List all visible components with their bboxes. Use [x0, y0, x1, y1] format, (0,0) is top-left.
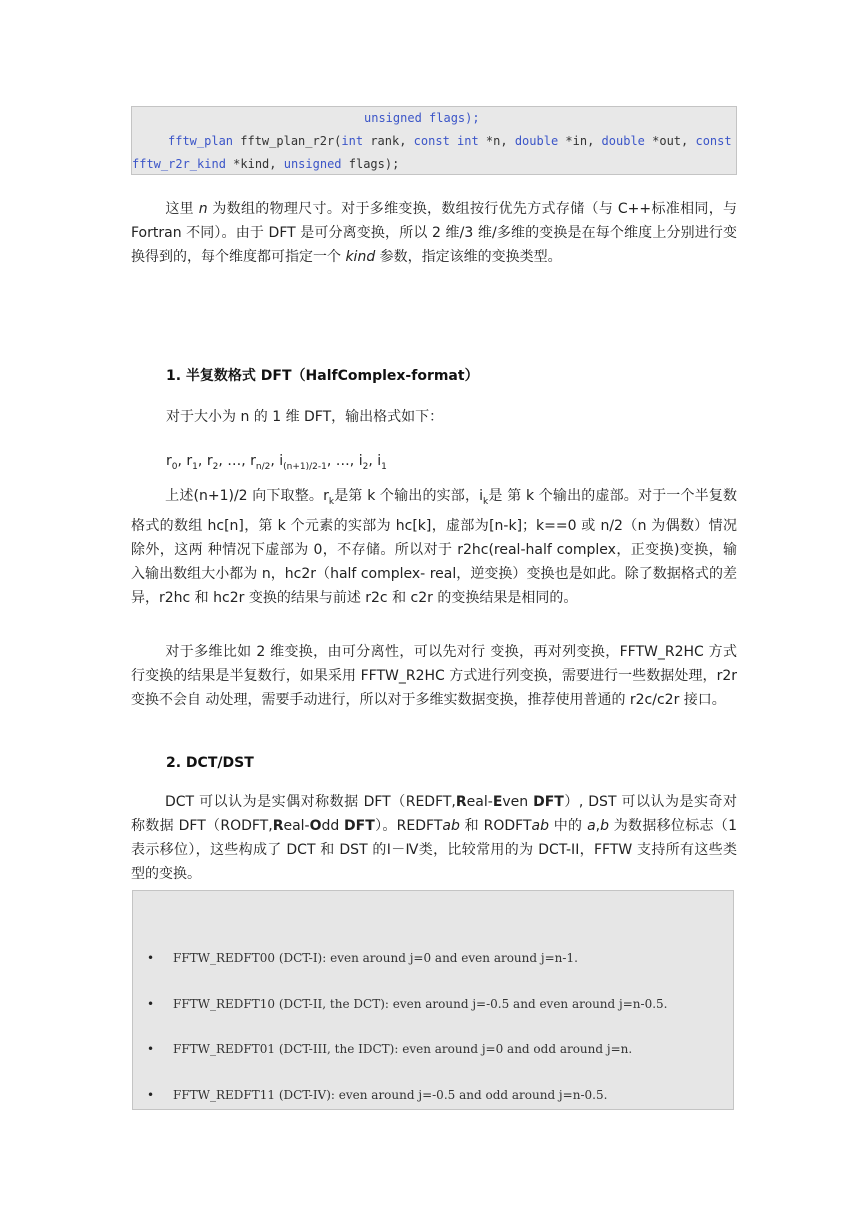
- text: 为数组的物理尺寸。对于多维变换，数组按行优先方式存储（与 C++标准相同，与 Fortran 不同）。由于 DFT 是可分离变换，所以 2 维/3 维/多维的变换是在每个维度上分别进行变换得到的，每个维度都可指定一个: [131, 201, 738, 265]
- text-italic: ab: [531, 818, 549, 834]
- bullet-icon: •: [147, 1088, 155, 1102]
- text-bold: DFT: [344, 818, 375, 834]
- list-item: [147, 1042, 632, 1056]
- code-text: rank,: [363, 134, 414, 148]
- text: 是 第 k 个输出的虚部。对于一个半复数格式的数组 hc[n]，第 k 个元素的实部为 hc[k]，虚部为[n-k]；k==0 或 n/2（n 为偶数）情况除外，这两 种情况下虚部为 0，不存储。所以对于 r2hc(real-half complex，正变换)变换，输入输出数组大小都为 n，hc2r（half complex- real，逆变换）变换也是如此。除了数据格式的差异，r2hc 和 hc2r 变换的结果与前述 r2c 和 c2r 的变换结果是相同的。: [131, 488, 737, 606]
- section-heading-halfcomplex: 1. 半复数格式 DFT（HalfComplex-format）: [166, 368, 479, 384]
- text-bold: R: [272, 818, 284, 834]
- section-intro: 对于大小为 n 的 1 维 DFT，输出格式如下：: [166, 409, 444, 425]
- code-keyword: double: [601, 134, 645, 148]
- text-bold: O: [309, 818, 322, 834]
- text: ,: [595, 818, 601, 834]
- code-keyword: unsigned: [283, 157, 342, 171]
- code-line-2: [168, 130, 732, 153]
- text: 中的: [548, 818, 588, 834]
- bullet-icon: •: [147, 951, 155, 965]
- list-item-text: FFTW_REDFT11 (DCT-IV): even around j=-0.5 and odd around j=n-0.5.: [173, 1088, 608, 1102]
- code-keyword: double: [514, 134, 559, 148]
- text: 这里: [165, 201, 199, 217]
- text: ）。REDFT: [374, 818, 443, 834]
- code-text: flags);: [341, 157, 400, 171]
- code-block-bullets: [132, 890, 734, 1110]
- code-line-1: [364, 107, 480, 130]
- code-text: fftw_plan_r2r(: [233, 134, 342, 148]
- paragraph-dct-dst: [131, 790, 737, 886]
- text: DCT 可以认为是实偶对称数据 DFT（REDFT,: [165, 794, 456, 810]
- text-italic: kind: [345, 249, 376, 265]
- output-format-sequence: $r_0$, $r_1$, $r_2$, …, $r_{n/2}$, $i_{(n+1)/2-1}$, …, $i_2$, $i_1$: [166, 453, 387, 472]
- text-bold: R: [455, 794, 467, 810]
- text: eal-: [466, 794, 493, 810]
- text-italic: b: [600, 818, 609, 834]
- text: 对于多维比如 2 维变换，由可分离性，可以先对行 变换，再对列变换，FFTW_R2HC 方式行变换的结果是半复数行，如果采用 FFTW_R2HC 方式进行列变换，需要进行一些数据处理，r2r 变换不会自 动处理，需要手动进行，所以对于多维实数据变换，推荐使用普通的 r2c/c2r 接口。: [131, 644, 737, 708]
- text: 为数据移位标志（1 表示移位），这些构成了 DCT 和 DST 的Ⅰ－Ⅳ类，比较常用的为 DCT-II，FFTW 支持所有这些类型的变换。: [131, 818, 737, 882]
- text: eal-: [283, 818, 310, 834]
- code-keyword: int: [341, 134, 364, 148]
- text-sub: k: [328, 496, 335, 507]
- code-text: *kind,: [225, 157, 284, 171]
- text: 参数，指定该维的变换类型。: [375, 249, 562, 265]
- text-bold: DFT: [533, 794, 564, 810]
- list-item: [147, 1088, 607, 1102]
- text-italic: a: [587, 818, 596, 834]
- list-item: [147, 951, 578, 965]
- text-italic: ab: [442, 818, 460, 834]
- code-text: *n,: [478, 134, 515, 148]
- text: ）, DST 可以认为是实奇对称数据 DFT（RODFT,: [131, 794, 737, 834]
- text-bold: E: [492, 794, 503, 810]
- list-item-text: FFTW_REDFT00 (DCT-I): even around j=0 and even around j=n-1.: [173, 951, 578, 965]
- paragraph-multidim: [131, 640, 737, 712]
- code-line-3: [132, 153, 399, 176]
- text: 上述(n+1)/2 向下取整。r: [165, 488, 329, 504]
- text-italic: n: [198, 201, 208, 217]
- list-item-text: FFTW_REDFT01 (DCT-III, the IDCT): even around j=0 and odd around j=n.: [173, 1042, 633, 1056]
- list-item: [147, 997, 668, 1011]
- bullet-icon: •: [147, 1042, 155, 1056]
- text-sub: k: [483, 496, 489, 507]
- code-keyword: const: [695, 134, 732, 148]
- code-keyword: const int: [413, 134, 479, 148]
- text: 是第 k 个输出的实部，i: [334, 488, 484, 504]
- text: dd: [321, 818, 345, 834]
- code-text: *out,: [644, 134, 696, 148]
- bullet-icon: •: [147, 997, 155, 1011]
- code-type: fftw_r2r_kind: [132, 157, 226, 171]
- paragraph-array-storage: [131, 197, 737, 269]
- code-block-top: [131, 106, 737, 175]
- text: 和 RODFT: [459, 818, 532, 834]
- section-heading-dct-dst: 2. DCT/DST: [166, 755, 254, 771]
- text: ven: [502, 794, 534, 810]
- code-type: fftw_plan: [168, 134, 234, 148]
- list-item-text: FFTW_REDFT10 (DCT-II, the DCT): even around j=-0.5 and even around j=n-0.5.: [173, 997, 668, 1011]
- code-text: *in,: [558, 134, 602, 148]
- code-text: unsigned flags);: [364, 111, 480, 125]
- paragraph-halfcomplex-explanation: [131, 484, 737, 610]
